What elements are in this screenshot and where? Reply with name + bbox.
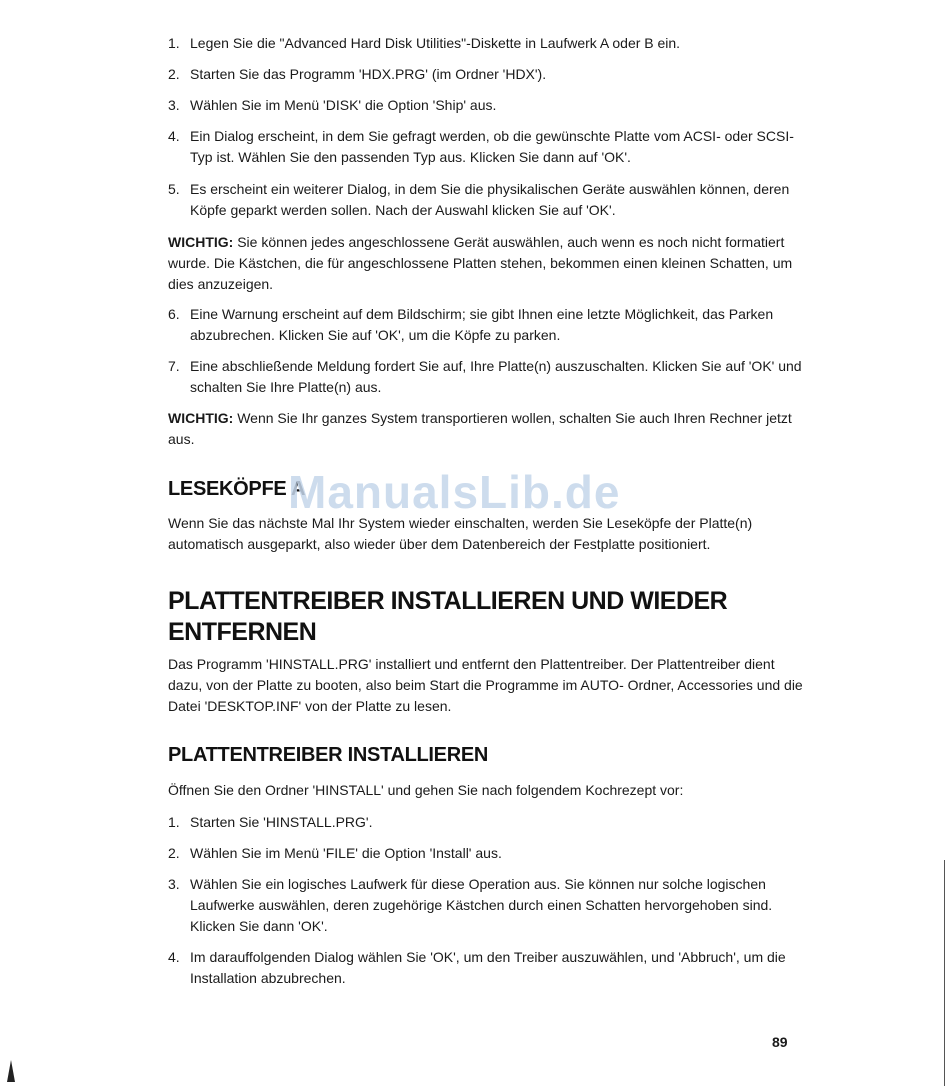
list-text: Ein Dialog erscheint, in dem Sie gefragt werden, ob die gewünschte Platte vom ACSI- oder SCSI-Typ ist. Wählen Sie den passenden Typ aus. Klicken Sie dann auf 'OK'. (190, 128, 794, 165)
list-text: Eine abschließende Meldung fordert Sie auf, Ihre Platte(n) auszuschalten. Klicken Sie auf 'OK' und schalten Sie Ihre Platte(n) aus. (190, 358, 802, 395)
list-text: Wählen Sie ein logisches Laufwerk für diese Operation aus. Sie können nur solche logischen Laufwerke auswählen, deren zugehörige Kästchen durch einen Schatten hervorgehoben sind. Klicken Sie dann 'OK'. (190, 876, 773, 934)
watermark: ManualsLib.de (288, 466, 621, 518)
chapter-heading-line-1: PLATTENTREIBER INSTALLIEREN UND WIEDER (168, 587, 728, 615)
section-intro: Öffnen Sie den Ordner 'HINSTALL' und gehen Sie nach folgendem Kochrezept vor: (168, 782, 684, 798)
scan-mark-icon (4, 1058, 18, 1084)
list-item (168, 179, 808, 221)
list-number: 3. (168, 876, 180, 892)
list-item (168, 874, 808, 937)
chapter-heading-line-2: ENTFERNEN (168, 618, 317, 646)
list-item (168, 843, 808, 864)
section-heading: PLATTENTREIBER INSTALLIEREN (168, 744, 489, 766)
section-heading: LESEKÖPFE A (168, 478, 306, 500)
list-number: 1. (168, 814, 180, 830)
list-number: 2. (168, 66, 180, 82)
list-number: 7. (168, 358, 180, 374)
chapter-heading (168, 586, 808, 648)
list-text: Starten Sie das Programm 'HDX.PRG' (im Ordner 'HDX'). (190, 66, 547, 82)
important-text: Sie können jedes angeschlossene Gerät auswählen, auch wenn es noch nicht formatiert wurde. Die Kästchen, die für angeschlossene Platten stehen, bekommen einen kleinen Schatten, um dies anzuzeigen. (168, 234, 793, 292)
page-number: 89 (772, 1034, 788, 1050)
important-text: Wenn Sie Ihr ganzes System transportieren wollen, schalten Sie auch Ihren Rechner jetzt aus. (168, 410, 792, 447)
list-text: Es erscheint ein weiterer Dialog, in dem Sie die physikalischen Geräte auswählen können, deren Köpfe geparkt werden sollen. Nach der Auswahl klicken Sie auf 'OK'. (190, 181, 790, 218)
list-item (168, 947, 808, 989)
list-text: Wählen Sie im Menü 'DISK' die Option 'Ship' aus. (190, 97, 497, 113)
important-label: WICHTIG: (168, 234, 234, 250)
list-text: Im darauffolgenden Dialog wählen Sie 'OK', um den Treiber auszuwählen, und 'Abbruch', um die Installation abzubrechen. (190, 949, 786, 986)
list-text: Eine Warnung erscheint auf dem Bildschirm; sie gibt Ihnen eine letzte Möglichkeit, das Parken abzubrechen. Klicken Sie auf 'OK', um die Köpfe zu parken. (190, 306, 774, 343)
list-item (168, 812, 808, 833)
section-paragraph: Wenn Sie das nächste Mal Ihr System wieder einschalten, werden Sie Leseköpfe der Platte(n) automatisch ausgeparkt, also wieder über dem Datenbereich der Festplatte positioniert. (168, 515, 753, 552)
list-text: Legen Sie die "Advanced Hard Disk Utilities"-Diskette in Laufwerk A oder B ein. (190, 35, 681, 51)
chapter-paragraph: Das Programm 'HINSTALL.PRG' installiert und entfernt den Plattentreiber. Der Plattentreiber dient dazu, von der Platte zu booten, also beim Start die Programme im AUTO- Ordner, Accessories und die Datei 'DESKTOP.INF' von der Platte zu lesen. (168, 656, 803, 714)
important-label: WICHTIG: (168, 410, 234, 426)
list-item (168, 356, 808, 398)
important-note (168, 408, 808, 450)
list-number: 5. (168, 181, 180, 197)
list-text: Wählen Sie im Menü 'FILE' die Option 'Install' aus. (190, 845, 502, 861)
list-number: 3. (168, 97, 180, 113)
scan-edge-line (944, 860, 945, 1086)
list-number: 4. (168, 949, 180, 965)
list-item (168, 95, 808, 116)
list-item (168, 304, 808, 346)
list-number: 6. (168, 306, 180, 322)
list-item (168, 126, 808, 168)
list-number: 4. (168, 128, 180, 144)
important-note (168, 232, 808, 295)
list-item (168, 33, 808, 54)
list-number: 1. (168, 35, 180, 51)
list-item (168, 64, 808, 85)
list-number: 2. (168, 845, 180, 861)
list-text: Starten Sie 'HINSTALL.PRG'. (190, 814, 373, 830)
